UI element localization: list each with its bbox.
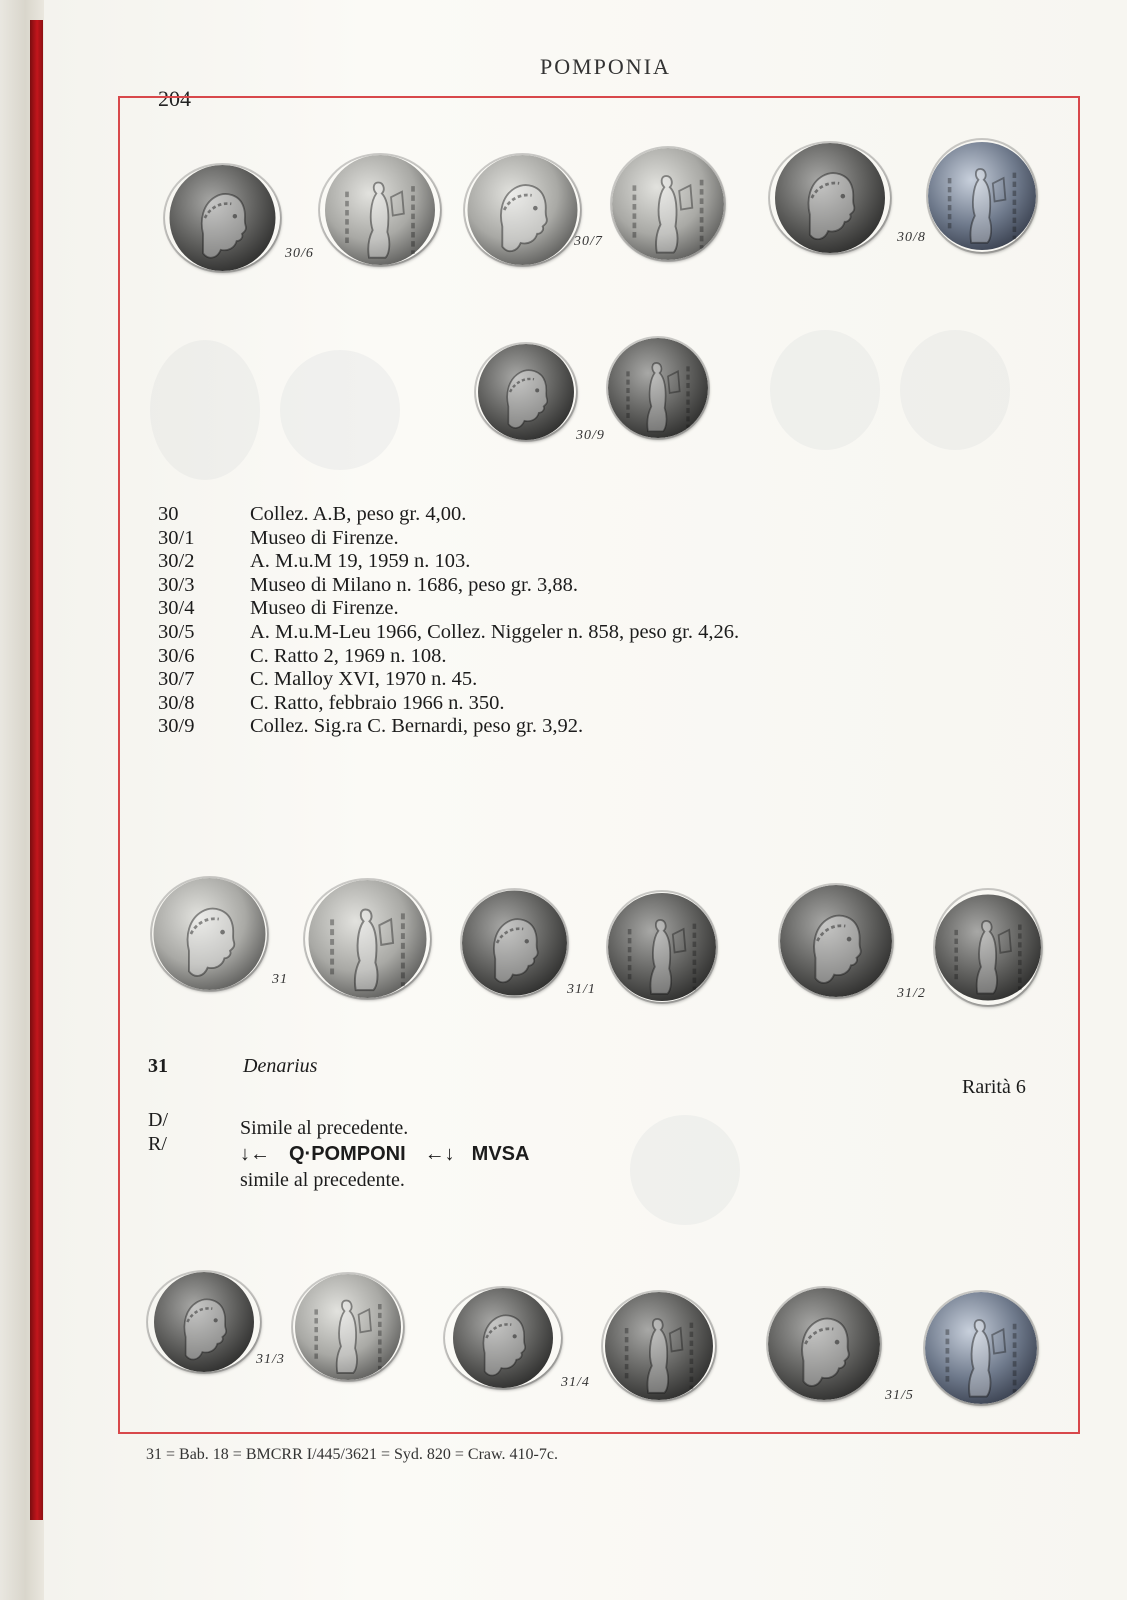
footnote: 31 = Bab. 18 = BMCRR I/445/3621 = Syd. 820 = Craw. 410-7c. (146, 1446, 558, 1463)
coin-30-9-obverse (476, 344, 576, 440)
reverse-marker: R/ (148, 1133, 167, 1155)
reference-text: A. M.u.M-Leu 1966, Collez. Niggeler n. 858, peso gr. 4,26. (250, 620, 740, 643)
coin-30-9-reverse (608, 338, 708, 438)
reference-row (158, 621, 739, 645)
reverse-description: simile al precedente. (240, 1169, 405, 1191)
reference-number: 30/7 (158, 668, 195, 691)
show-through-ghost (770, 330, 880, 450)
reference-number: 30/6 (158, 644, 195, 667)
legend-arrow-2: ←↓ (424, 1143, 455, 1165)
obverse-description: Simile al precedente. (240, 1117, 409, 1139)
coin-30-8-reverse (928, 140, 1036, 252)
reference-text: A. M.u.M 19, 1959 n. 103. (250, 550, 471, 573)
coin-31-3-reverse (293, 1274, 403, 1380)
show-through-ghost (150, 340, 260, 480)
reference-number: 30 (158, 503, 179, 525)
coin-label-31-5: 31/5 (885, 1388, 914, 1403)
reference-row (158, 715, 739, 739)
reference-text: C. Ratto, febbraio 1966 n. 350. (250, 691, 505, 714)
coin-label-31-4: 31/4 (561, 1375, 590, 1390)
coin-31-obverse (152, 878, 267, 990)
coin-31-2-obverse (780, 885, 892, 997)
legend-musa: MVSA (471, 1143, 530, 1165)
side-markers (148, 1108, 168, 1156)
coin-label-31: 31 (272, 972, 288, 987)
obverse-marker: D/ (148, 1109, 168, 1131)
reference-number: 30/3 (158, 573, 195, 596)
reference-text: Collez. Sig.ra C. Bernardi, peso gr. 3,92. (250, 715, 584, 738)
coin-label-30-6: 30/6 (285, 246, 314, 261)
coin-31-3-obverse (148, 1272, 260, 1372)
reference-text: Museo di Milano n. 1686, peso gr. 3,88. (250, 573, 578, 596)
reference-number: 30/9 (158, 715, 195, 738)
reference-number: 30/2 (158, 550, 195, 573)
page-number: 204 (158, 86, 191, 111)
reference-row (158, 527, 739, 551)
coin-31-reverse (305, 880, 430, 998)
coin-label-30-9: 30/9 (576, 428, 605, 443)
reference-number: 30/5 (158, 620, 195, 643)
reference-row (158, 645, 739, 669)
coin-30-8-obverse (770, 143, 890, 253)
coin-30-7-reverse (612, 148, 724, 260)
reference-text: C. Ratto 2, 1969 n. 108. (250, 644, 447, 667)
entry-title: Denarius (243, 1055, 318, 1077)
coin-30-6-obverse (165, 165, 280, 271)
show-through-ghost (280, 350, 400, 470)
legend-arrow-1: ↓← (240, 1143, 270, 1165)
coin-31-1-obverse (462, 890, 567, 996)
coin-30-6-reverse (320, 155, 440, 265)
reference-row (158, 668, 739, 692)
reference-text: C. Malloy XVI, 1970 n. 45. (250, 668, 478, 691)
coin-31-5-obverse (768, 1288, 880, 1400)
coin-31-5-reverse (925, 1292, 1037, 1404)
coin-31-1-reverse (608, 892, 716, 1002)
reference-text: Collez. A.B, peso gr. 4,00. (250, 503, 467, 525)
reference-row (158, 597, 739, 621)
reverse-legend (240, 1141, 529, 1167)
legend-name: Q·POMPONI (289, 1143, 406, 1165)
reference-row (158, 550, 739, 574)
coin-31-4-reverse (603, 1292, 715, 1400)
reference-text: Museo di Firenze. (250, 526, 399, 549)
coin-label-30-7: 30/7 (574, 234, 603, 249)
entry-number: 31 (148, 1055, 168, 1077)
red-border-frame (118, 96, 1080, 1434)
reference-row (158, 574, 739, 598)
coin-label-31-3: 31/3 (256, 1352, 285, 1367)
reference-list (158, 503, 739, 739)
reference-row (158, 503, 739, 527)
red-cover-edge (30, 20, 43, 1520)
rarity-label: Rarità 6 (962, 1076, 1026, 1098)
coin-label-30-8: 30/8 (897, 230, 926, 245)
coin-label-31-2: 31/2 (897, 986, 926, 1001)
reference-text: Museo di Firenze. (250, 597, 399, 620)
coin-30-7-obverse (465, 155, 580, 265)
show-through-ghost (900, 330, 1010, 450)
reference-row (158, 692, 739, 716)
coin-label-31-1: 31/1 (567, 982, 596, 997)
show-through-ghost (630, 1115, 740, 1225)
coin-31-2-reverse (935, 890, 1041, 1005)
running-title: POMPONIA (540, 54, 671, 79)
coin-31-4-obverse (445, 1288, 561, 1388)
reference-number: 30/8 (158, 691, 195, 714)
reference-number: 30/4 (158, 597, 195, 620)
coin-description (240, 1115, 529, 1193)
reference-number: 30/1 (158, 526, 195, 549)
